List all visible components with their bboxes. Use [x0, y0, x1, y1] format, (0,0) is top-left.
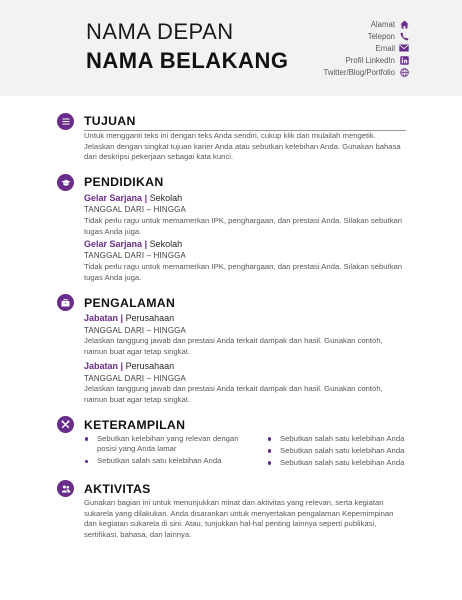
skills-list-right: [265, 434, 425, 470]
contact-phone[interactable]: [323, 30, 409, 42]
globe-icon: [399, 68, 409, 77]
contact-email[interactable]: [323, 42, 409, 54]
education-entry-title[interactable]: [84, 193, 182, 203]
experience-dates[interactable]: TANGGAL DARI – HINGGA: [84, 374, 186, 383]
contact-email-label: Email: [375, 43, 395, 53]
experience-title: PENGALAMAN: [84, 296, 176, 310]
separator: |: [120, 313, 124, 323]
experience-dates[interactable]: TANGGAL DARI – HINGGA: [84, 326, 186, 335]
phone-icon: [399, 32, 409, 41]
education-description[interactable]: Tidak perlu ragu untuk memamerkan IPK, penghargaan, dan prestasi Anda. Silakan sebutkan tugas Anda juga.: [84, 216, 403, 236]
list-item[interactable]: Sebutkan salah satu kelebihan Anda: [265, 446, 425, 456]
envelope-icon: [399, 44, 409, 53]
people-icon: [57, 480, 74, 497]
separator: |: [120, 361, 124, 371]
contact-linkedin[interactable]: [323, 55, 409, 67]
last-name[interactable]: NAMA BELAKANG: [86, 48, 289, 73]
resume-header: [0, 0, 462, 96]
list-item[interactable]: Sebutkan salah satu kelebihan Anda: [265, 458, 425, 468]
separator: |: [144, 239, 148, 249]
tools-icon: [57, 416, 74, 433]
contact-address-label: Alamat: [370, 19, 395, 29]
activities-title: AKTIVITAS: [84, 482, 151, 496]
education-dates[interactable]: TANGGAL DARI – HINGGA: [84, 251, 186, 260]
school: Sekolah: [149, 193, 183, 203]
separator: |: [144, 193, 148, 203]
contact-info: [323, 18, 409, 79]
education-title: PENDIDIKAN: [84, 175, 164, 189]
degree: Gelar Sarjana: [84, 239, 143, 249]
experience-description[interactable]: Jelaskan tanggung jawab dan prestasi Anda terkait dampak dan hasil. Gunakan contoh, namun buat agar tetap singkat.: [84, 336, 383, 356]
contact-phone-label: Telepon: [367, 31, 395, 41]
list-item[interactable]: Sebutkan salah satu kelebihan Anda: [265, 434, 425, 444]
degree: Gelar Sarjana: [84, 193, 143, 203]
list-item[interactable]: Sebutkan salah satu kelebihan Anda: [82, 456, 242, 466]
home-icon: [399, 20, 409, 29]
contact-website-label: Twitter/Blog/Portfolio: [323, 68, 395, 78]
briefcase-icon: [57, 294, 74, 311]
company: Perusahaan: [125, 361, 175, 371]
job-title: Jabatan: [84, 313, 119, 323]
objective-text[interactable]: Untuk mengganti teks ini dengan teks Anda sendiri, cukup klik dan mulailah mengetik. Jelaskan dengan singkat tujuan karier Anda atau sebutkan kelebihan Anda. Gunakan bahasa dari deskripsi pekerjaan sebagai kata kunci.: [84, 131, 401, 162]
education-dates[interactable]: TANGGAL DARI – HINGGA: [84, 205, 186, 214]
experience-entry-title[interactable]: [84, 313, 174, 323]
list-item[interactable]: Sebutkan kelebihan yang relevan dengan posisi yang Anda lamar: [82, 434, 242, 455]
school: Sekolah: [149, 239, 183, 249]
company: Perusahaan: [125, 313, 175, 323]
education-entry-title[interactable]: [84, 239, 182, 249]
skills-title: KETERAMPILAN: [84, 418, 186, 432]
job-title: Jabatan: [84, 361, 119, 371]
objective-title: TUJUAN: [84, 114, 136, 128]
graduation-cap-icon: [57, 174, 74, 191]
skills-list-left: [82, 434, 242, 468]
first-name[interactable]: NAMA DEPAN: [86, 19, 234, 44]
activities-text[interactable]: Gunakan bagian ini untuk menunjukkan minat dan aktivitas yang relevan, serta kegiatan sukarela yang dilakukan. Anda disarankan untuk menyertakan pengalaman Kepemimpinan dan kegiatan sukarela di sini. Atau, tunjukkan hal-hal penting lainnya seperti publikasi, sertifikasi, bahasa, dan lainnya.: [84, 498, 394, 539]
education-description[interactable]: Tidak perlu ragu untuk memamerkan IPK, penghargaan, dan prestasi Anda. Silakan sebutkan tugas Anda juga.: [84, 262, 403, 282]
experience-description[interactable]: Jelaskan tanggung jawab dan prestasi Anda terkait dampak dan hasil. Gunakan contoh, namun buat agar tetap singkat.: [84, 384, 383, 404]
experience-entry-title[interactable]: [84, 361, 174, 371]
list-icon: [57, 113, 74, 130]
contact-website[interactable]: [323, 67, 409, 79]
linkedin-icon: [399, 56, 409, 65]
contact-linkedin-label: Profil LinkedIn: [345, 56, 395, 66]
contact-address[interactable]: [323, 18, 409, 30]
